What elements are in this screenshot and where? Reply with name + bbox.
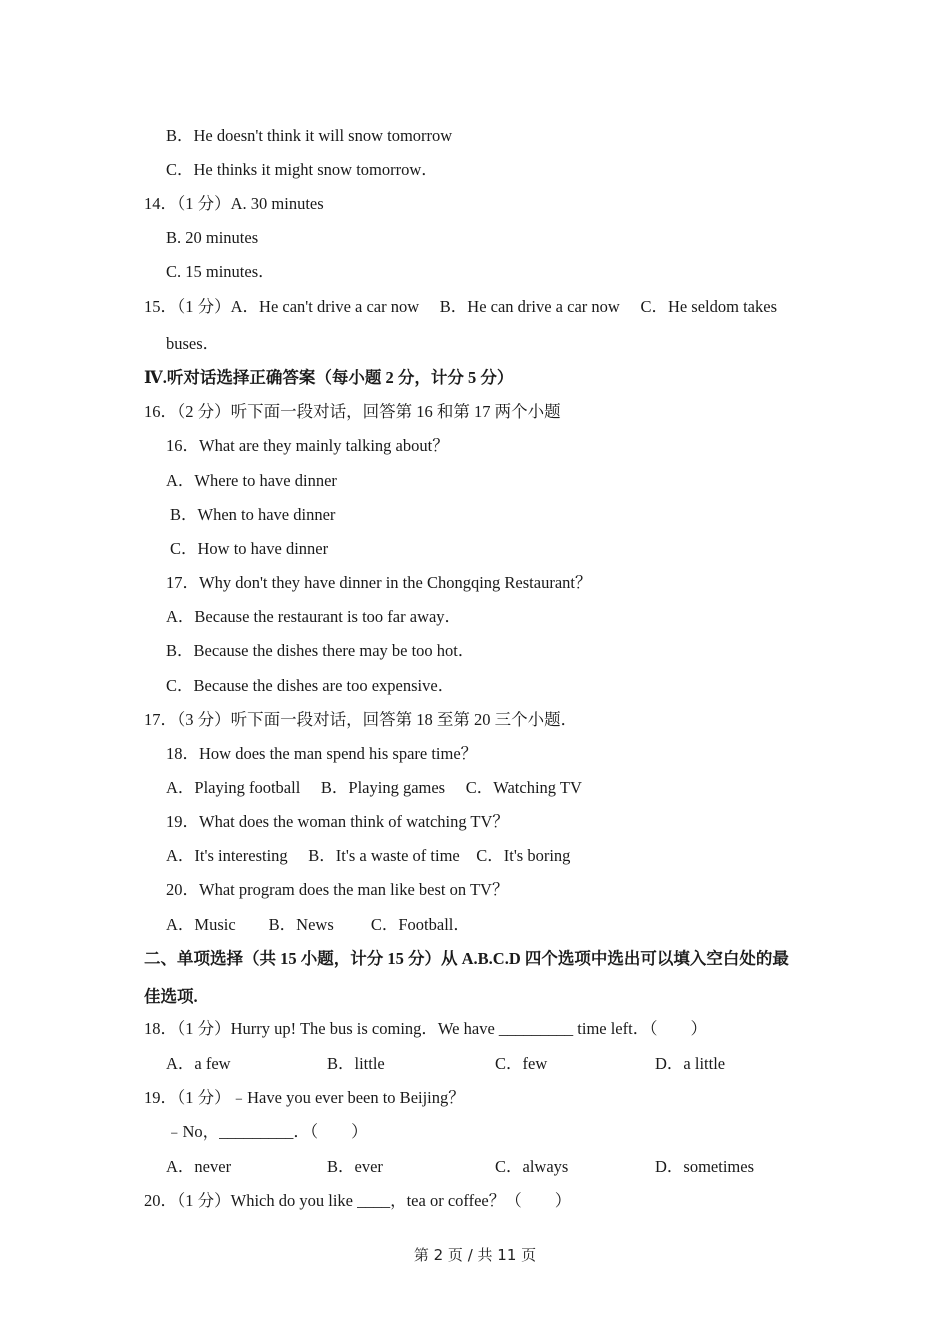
q19-option-a: A．never — [166, 1157, 232, 1176]
sub17-option-b: B．Because the dishes there may be too hot． — [166, 641, 475, 660]
q19-option-d: D．sometimes — [655, 1157, 754, 1176]
q20-stem: 20．（1 分）Which do you like ____，tea or coffee？（ ） — [144, 1191, 572, 1210]
sub18-question: 18．How does the man spend his spare time？ — [166, 744, 478, 763]
q16-stem: 16．（2 分）听下面一段对话，回答第 16 和第 17 两个小题 — [144, 402, 561, 421]
q18-stem: 18．（1 分）Hurry up! The bus is coming．We have _________ time left．（ ） — [144, 1019, 707, 1038]
sub17-option-a: A．Because the restaurant is too far away． — [166, 607, 462, 626]
sub18-options: A．Playing football B．Playing games C．Watching TV — [166, 778, 582, 797]
sub16-option-a: A．Where to have dinner — [166, 471, 337, 490]
q18-option-c: C．few — [495, 1054, 548, 1073]
q14-option-c: C. 15 minutes． — [166, 262, 275, 281]
q14-stem: 14．（1 分）A. 30 minutes — [144, 194, 324, 213]
q13-option-b: B．He doesn't think it will snow tomorrow — [166, 126, 453, 145]
q18-option-a: A．a few — [166, 1054, 231, 1073]
section-heading-listening: Ⅳ.听对话选择正确答案（每小题 2 分，计分 5 分） — [144, 368, 514, 387]
sub20-question: 20．What program does the man like best on TV？ — [166, 880, 509, 899]
q15-continuation: buses． — [166, 334, 220, 353]
q19-option-b: B．ever — [327, 1157, 383, 1176]
q19-option-c: C．always — [495, 1157, 569, 1176]
q15-stem: 15．（1 分）A．He can't drive a car now B．He can drive a car now C．He seldom takes — [144, 297, 778, 316]
q14-option-b: B. 20 minutes — [166, 228, 259, 247]
section-heading-single-choice: 二、单项选择（共 15 小题，计分 15 分）从 A.B.C.D 四个选项中选出可以填入空白处的最 — [144, 949, 789, 968]
q13-option-c: C．He thinks it might snow tomorrow． — [166, 160, 438, 179]
sub19-options: A．It's interesting B．It's a waste of time C．It's boring — [166, 846, 571, 865]
q19-response: ﹣No，_________．（ ） — [166, 1122, 368, 1141]
q18-option-b: B．little — [327, 1054, 385, 1073]
sub19-question: 19．What does the woman think of watching TV？ — [166, 812, 509, 831]
sub16-option-b: B．When to have dinner — [170, 505, 336, 524]
sub16-question: 16．What are they mainly talking about？ — [166, 436, 449, 455]
section-heading-continuation: 佳选项. — [144, 987, 198, 1006]
q18-option-d: D．a little — [655, 1054, 726, 1073]
sub17-option-c: C．Because the dishes are too expensive． — [166, 676, 455, 695]
sub17-question: 17．Why don't they have dinner in the Chongqing Restaurant？ — [166, 573, 592, 592]
sub20-options: A．Music B．News C．Football． — [166, 915, 470, 934]
sub16-option-c: C．How to have dinner — [170, 539, 329, 558]
q19-stem: 19．（1 分）﹣Have you ever been to Beijing？ — [144, 1088, 465, 1107]
page-footer: 第 2 页 / 共 11 页 — [413, 1246, 537, 1264]
q17-stem: 17．（3 分）听下面一段对话，回答第 18 至第 20 三个小题． — [144, 710, 578, 729]
